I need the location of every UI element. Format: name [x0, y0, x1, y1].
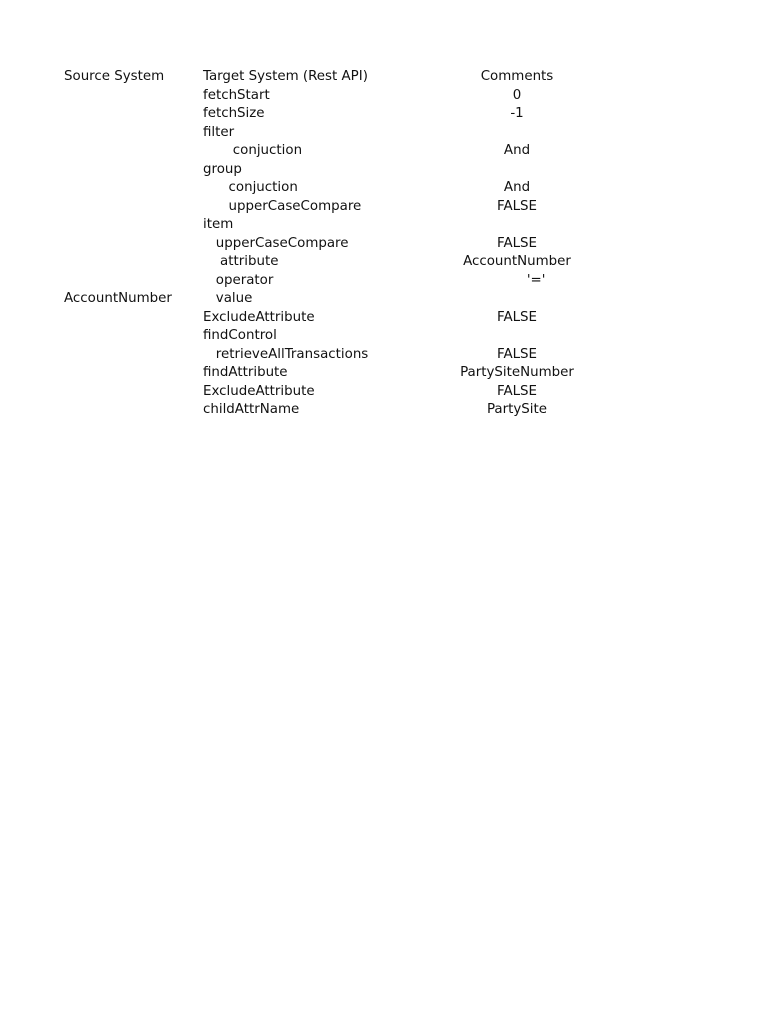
target-cell: conjuction: [203, 180, 298, 195]
target-cell: group: [203, 161, 242, 177]
table-row: [64, 327, 704, 346]
table-row: [64, 124, 704, 143]
mapping-sheet: [64, 68, 704, 420]
table-row: [64, 346, 704, 365]
target-cell: childAttrName: [203, 402, 300, 417]
header-target-system: Target System (Rest API): [203, 69, 368, 84]
target-cell: findAttribute: [203, 365, 288, 380]
target-cell: conjuction: [203, 143, 303, 158]
target-cell: ExcludeAttribute: [203, 383, 315, 399]
header-comments: Comments: [480, 69, 554, 84]
table-row: [64, 235, 704, 254]
header-source-system: Source System: [64, 69, 165, 84]
table-row: [64, 309, 704, 328]
table-row: [64, 105, 704, 124]
target-cell: fetchStart: [203, 87, 270, 103]
table-row: [64, 364, 704, 383]
target-cell: retrieveAllTransactions: [203, 346, 369, 362]
comment-cell: FALSE: [496, 309, 538, 325]
table-row: [64, 383, 704, 402]
comment-cell: FALSE: [496, 198, 538, 214]
target-cell: filter: [203, 124, 235, 140]
comment-cell: '=': [488, 272, 546, 288]
target-cell: operator: [203, 272, 274, 288]
target-cell: fetchSize: [203, 106, 265, 121]
table-row: [64, 401, 704, 420]
target-cell: upperCaseCompare: [203, 235, 349, 251]
target-cell: item: [203, 217, 234, 232]
comment-cell: And: [503, 143, 531, 158]
table-row: [64, 161, 704, 180]
table-row: [64, 272, 704, 291]
comment-cell: PartySiteNumber: [460, 365, 574, 380]
target-cell: findControl: [203, 328, 277, 343]
table-row: [64, 198, 704, 217]
comment-cell: AccountNumber: [463, 254, 571, 269]
comment-cell: FALSE: [496, 235, 538, 251]
comment-cell: -1: [510, 106, 524, 121]
table-row: [64, 216, 704, 235]
table-row: [64, 179, 704, 198]
target-cell: ExcludeAttribute: [203, 309, 315, 325]
header-row: [64, 68, 704, 87]
table-row: [64, 290, 704, 309]
comment-cell: And: [503, 180, 531, 195]
table-row: [64, 87, 704, 106]
comment-cell: FALSE: [496, 383, 538, 399]
comment-cell: 0: [512, 87, 522, 103]
comment-cell: FALSE: [496, 346, 538, 362]
target-cell: upperCaseCompare: [203, 198, 362, 214]
table-row: [64, 253, 704, 272]
source-cell: AccountNumber: [64, 291, 172, 306]
target-cell: attribute: [203, 254, 279, 269]
target-cell: value: [203, 291, 253, 306]
table-row: [64, 142, 704, 161]
comment-cell: PartySite: [486, 402, 548, 417]
